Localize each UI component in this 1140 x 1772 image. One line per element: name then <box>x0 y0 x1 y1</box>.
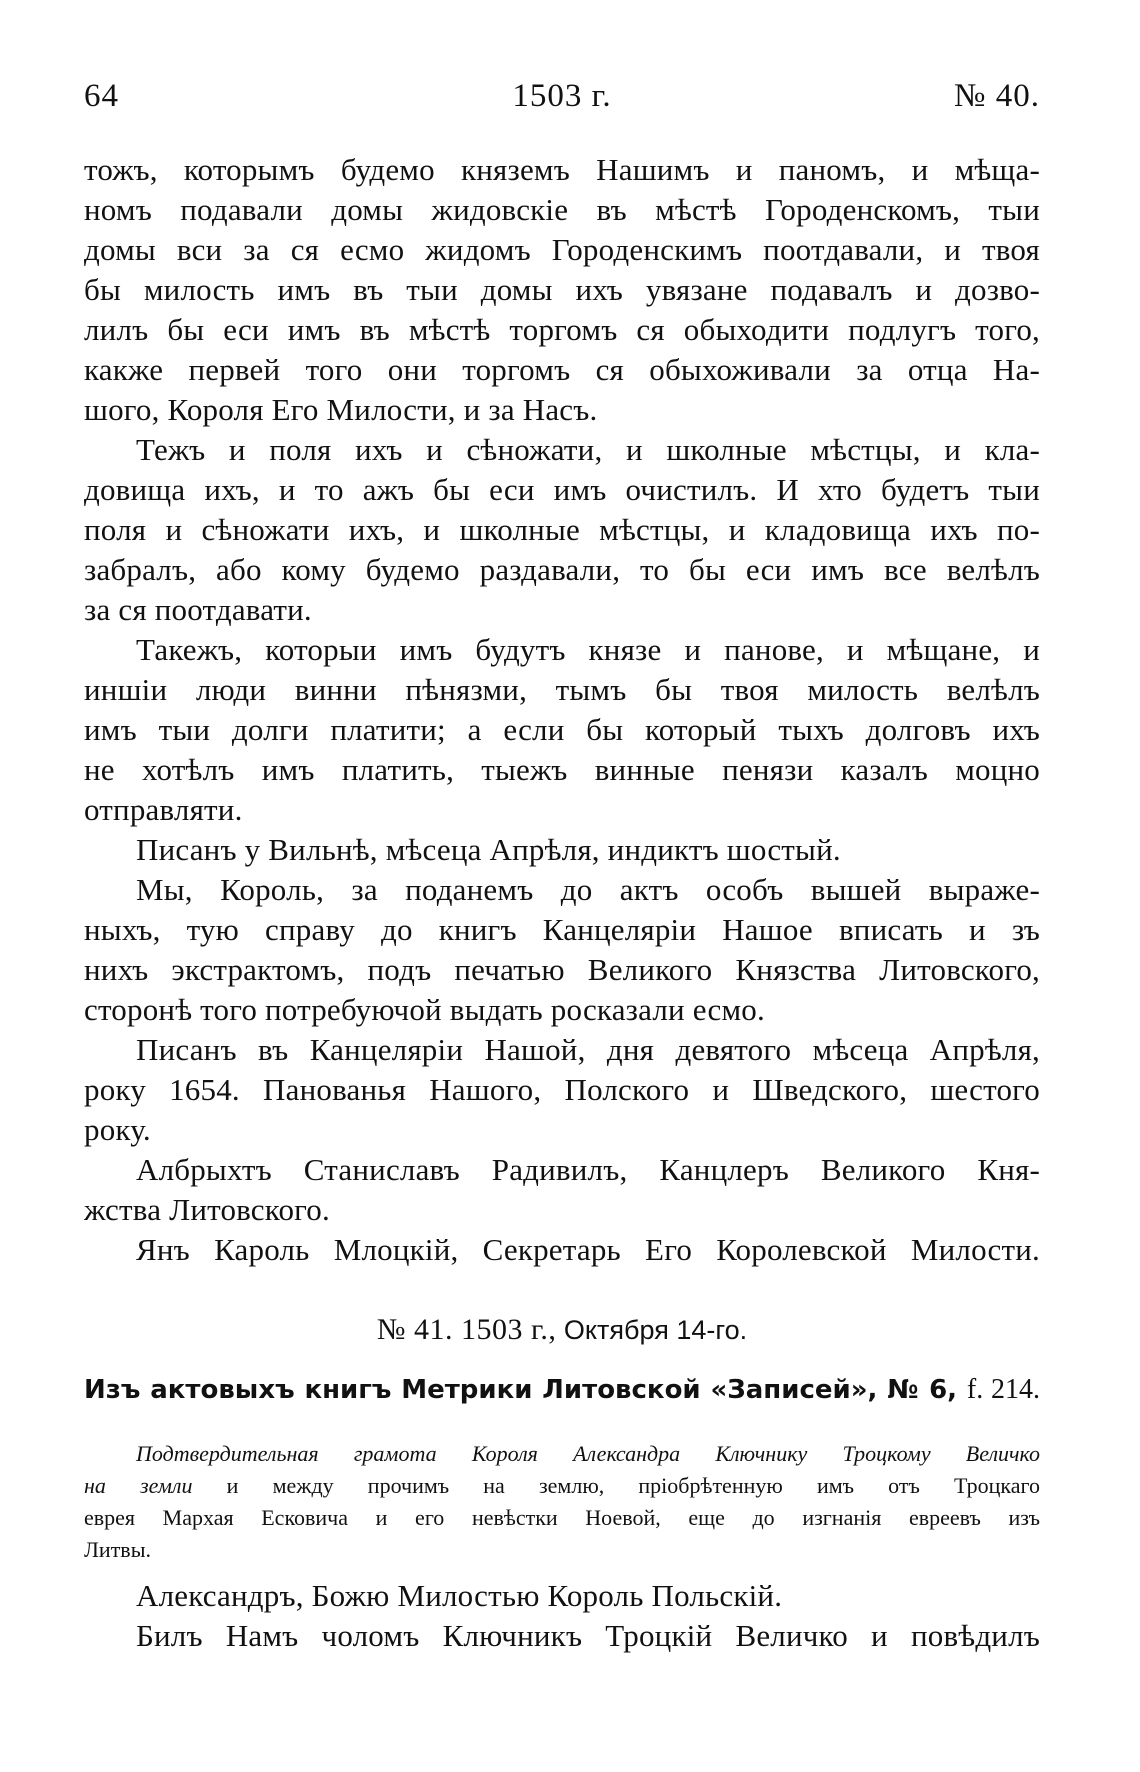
paragraph-3 <box>84 630 1040 830</box>
document-summary <box>84 1438 1040 1566</box>
text-line: Писанъ въ Канцеляріи Нашой, дня девятого мѣсеца Апрѣля, <box>136 1032 1040 1067</box>
text-line: року. <box>84 1112 151 1147</box>
text-line: жства Литовского. <box>84 1192 330 1227</box>
summary-italic: на земли <box>84 1473 193 1498</box>
summary-italic: Подтвердительная грамота Короля Александра Ключнику Троцкому Величко <box>136 1441 1040 1466</box>
text-line: домы вси за ся есмо жидомъ Городенскимъ поотдавали, и твоя <box>84 232 1040 267</box>
source-text: Изъ актовыхъ книгъ Метрики Литовской «Записей», № 6, <box>84 1375 958 1405</box>
text-line: не хотѣлъ имъ платить, тыежъ винные пенязи казалъ моцно <box>84 752 1040 787</box>
document-number: № 41. 1503 г., <box>376 1313 557 1346</box>
paragraph-1 <box>84 150 1040 430</box>
header-year: 1503 г. <box>512 78 612 114</box>
paragraph-2 <box>84 430 1040 630</box>
text-line: за ся поотдавати. <box>84 592 312 627</box>
text-line: имъ тыи долги платити; а если бы который тыхъ долговъ ихъ <box>84 712 1040 747</box>
text-line: Такежъ, которыи имъ будутъ князе и панове, и мѣщане, и <box>136 632 1040 667</box>
text-line: Мы, Король, за поданемъ до актъ особъ вышей выраже- <box>136 872 1040 907</box>
text-line: номъ подавали домы жидовскіе въ мѣстѣ Городенскомъ, тыи <box>84 192 1040 227</box>
summary-line <box>84 1438 1040 1470</box>
text-line: отправляти. <box>84 792 243 827</box>
document-heading <box>84 1310 1040 1350</box>
text-line: ныхъ, тую справу до книгъ Канцеляріи Нашое вписать и зъ <box>84 912 1040 947</box>
paragraph-7 <box>84 1150 1040 1230</box>
summary-line: Литвы. <box>84 1537 151 1562</box>
paragraph-5 <box>84 870 1040 1030</box>
text-line: довища ихъ, и то ажъ бы еси имъ очистилъ. И хто будетъ тыи <box>84 472 1040 507</box>
text-line: тожъ, которымъ будемо княземъ Нашимъ и паномъ, и мѣща- <box>84 152 1040 187</box>
text-line: забралъ, або кому будемо раздавали, то бы еси имъ все велѣлъ <box>84 552 1040 587</box>
summary-text: и между прочимъ на землю, пріобрѣтенную имъ отъ Троцкаго <box>192 1473 1040 1498</box>
paragraph-4 <box>84 830 1040 870</box>
paragraph-6 <box>84 1030 1040 1150</box>
text-line: Албрыхтъ Станиславъ Радивилъ, Канцлеръ Великого Кня- <box>136 1152 1040 1187</box>
text-line: Писанъ у Вильнѣ, мѣсеца Апрѣля, индиктъ шостый. <box>136 832 841 867</box>
header-doc-number: № 40. <box>954 78 1040 114</box>
summary-line <box>84 1470 1040 1502</box>
text-line: шого, Короля Его Милости, и за Насъ. <box>84 392 598 427</box>
document-body <box>84 150 1040 1270</box>
source-folio: f. 214. <box>966 1374 1040 1405</box>
paragraph-tail <box>84 1576 1040 1656</box>
document-text <box>84 1576 1040 1656</box>
page-number: 64 <box>84 78 119 114</box>
text-line: бы милость имъ въ тыи домы ихъ увязане подавалъ и дозво- <box>84 272 1040 307</box>
text-line: Тежъ и поля ихъ и сѣножати, и школные мѣстцы, и кла- <box>136 432 1040 467</box>
text-line: иншіи люди винни пѣнязми, тымъ бы твоя милость велѣлъ <box>84 672 1040 707</box>
text-line: какже первей того они торгомъ ся обыхоживали за отца На- <box>84 352 1040 387</box>
document-date: Октября 14-го. <box>563 1315 748 1345</box>
page-header <box>84 78 1040 122</box>
source-reference <box>84 1370 1040 1410</box>
summary-line: еврея Мархая Есковича и его невѣстки Ноевой, еще до изгнанія евреевъ изъ <box>84 1505 1040 1530</box>
text-line: нихъ экстрактомъ, подъ печатью Великого Князства Литовского, <box>84 952 1040 987</box>
text-line: Янъ Кароль Млоцкій, Секретарь Его Королевской Милости. <box>136 1232 1040 1267</box>
text-line: поля и сѣножати ихъ, и школные мѣстцы, и кладовища ихъ по- <box>84 512 1040 547</box>
text-line: сторонѣ того потребуючой выдать росказали есмо. <box>84 992 765 1027</box>
text-line: Билъ Намъ чоломъ Ключникъ Троцкій Величко и повѣдилъ <box>136 1618 1040 1653</box>
text-line: лилъ бы еси имъ въ мѣстѣ торгомъ ся обыходити подлугъ того, <box>84 312 1040 347</box>
text-line: року 1654. Панованья Нашого, Полского и Шведского, шестого <box>84 1072 1040 1107</box>
paragraph-8 <box>84 1230 1040 1270</box>
text-line: Александръ, Божю Милостью Король Польскій. <box>136 1578 783 1613</box>
